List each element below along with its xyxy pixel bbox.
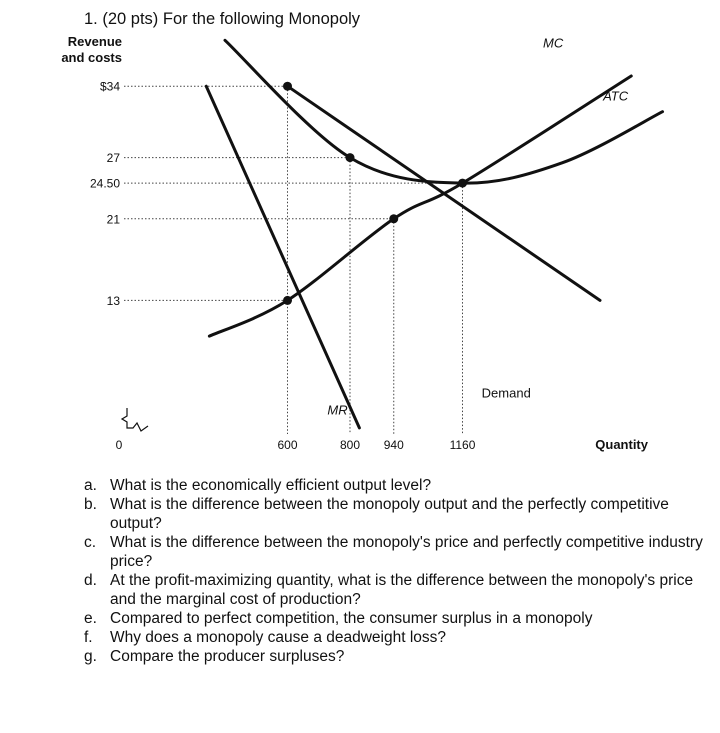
guide-lines	[124, 86, 463, 434]
question-item	[84, 533, 720, 571]
curve-labels	[327, 35, 628, 417]
question-text: What is the economically efficient output level?	[110, 477, 432, 494]
question-item	[84, 628, 720, 647]
question-marker: c.	[84, 534, 97, 551]
mc-label: MC	[543, 35, 564, 51]
y-axis-label-line2: and costs	[61, 50, 122, 65]
mr-curve	[206, 86, 359, 428]
question-text: Compare the producer surpluses?	[110, 648, 345, 665]
question-text: Why does a monopoly cause a deadweight loss?	[110, 629, 447, 646]
x-tick-label: 600	[277, 438, 298, 452]
question-item	[84, 476, 720, 495]
question-marker: d.	[84, 572, 97, 589]
y-tick-label: 21	[106, 212, 120, 227]
question-marker: e.	[84, 610, 97, 627]
question-text: Compared to perfect competition, the consumer surplus in a monopoly	[110, 610, 593, 627]
tick-labels	[90, 80, 476, 452]
y-tick-label: $34	[99, 79, 120, 94]
x-tick-label: 1160	[449, 438, 476, 452]
curves	[206, 40, 662, 428]
question-item	[84, 609, 720, 628]
question-marker: f.	[84, 629, 93, 646]
question-list	[84, 476, 720, 666]
x-tick-label: 800	[339, 438, 361, 452]
mr-label: MR	[327, 402, 348, 418]
point-c	[389, 214, 398, 223]
y-axis-label-line1: Revenue	[67, 34, 122, 49]
question-item	[84, 647, 720, 666]
problem-title: 1. (20 pts) For the following Monopoly	[84, 10, 361, 28]
question-text: At the profit-maximizing quantity, what is the difference between the monopoly's price and the marginal cost of production?	[110, 572, 694, 608]
question-item	[84, 495, 720, 533]
x-tick-label: 940	[383, 438, 404, 452]
question-marker: b.	[84, 496, 97, 513]
intersection-points	[283, 82, 467, 305]
axis-break-mark	[122, 408, 148, 431]
origin-label: 0	[115, 438, 123, 452]
question-marker: g.	[84, 648, 97, 665]
x-axis-label: Quantity	[595, 437, 648, 452]
point-a	[283, 82, 292, 91]
question-marker: a.	[84, 477, 97, 494]
demand-label: Demand	[481, 385, 531, 401]
atc-curve	[225, 40, 663, 183]
point-e	[283, 296, 292, 305]
mc-curve	[209, 76, 631, 336]
question-text: What is the difference between the monopoly's price and perfectly competitive industry price?	[110, 534, 703, 570]
question-item	[84, 571, 720, 609]
question-text: What is the difference between the monopoly output and the perfectly competitive output?	[110, 496, 669, 532]
atc-label: ATC	[603, 88, 629, 104]
axis	[122, 408, 148, 431]
point-d	[458, 179, 467, 188]
y-tick-label: 27	[106, 151, 120, 166]
y-tick-label: 24.50	[89, 176, 120, 191]
point-b	[346, 153, 355, 162]
y-tick-label: 13	[106, 293, 120, 308]
